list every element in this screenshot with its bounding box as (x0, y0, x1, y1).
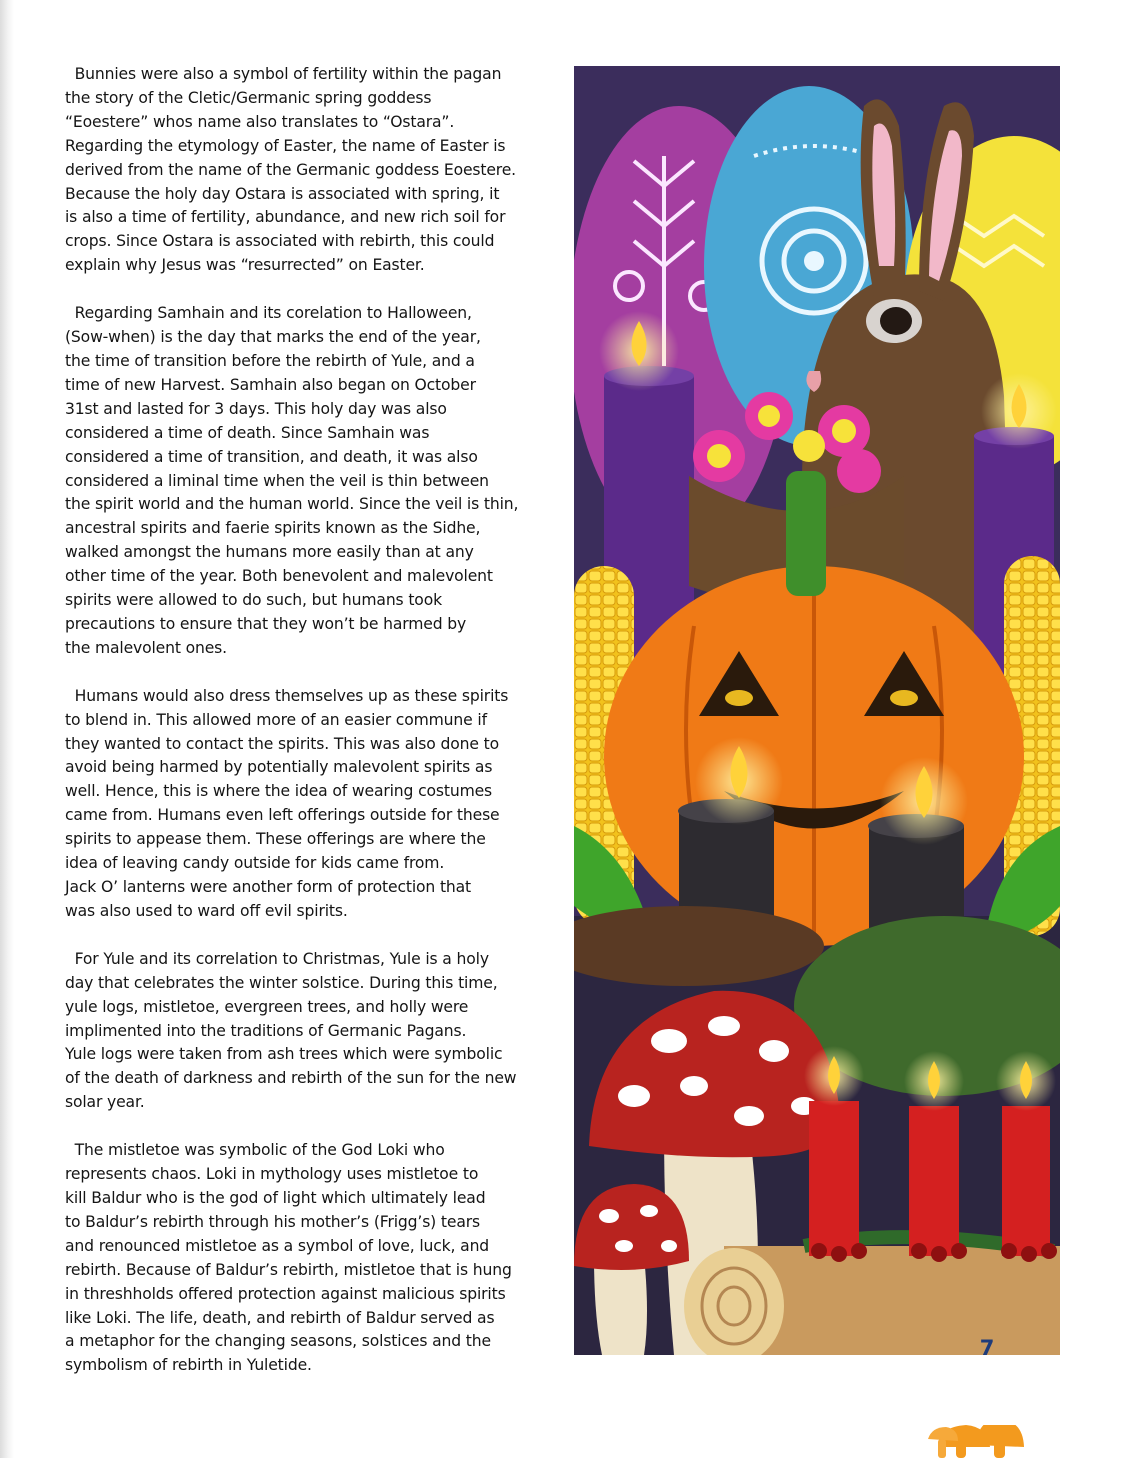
text-line: kill Baldur who is the god of light which ultimately lead (65, 1188, 486, 1207)
text-line: of the death of darkness and rebirth of the sun for the new (65, 1069, 517, 1088)
text-line: like Loki. The life, death, and rebirth of Baldur served as (65, 1308, 495, 1327)
text-line: Jack O’ lanterns were another form of protection that (65, 878, 472, 896)
text-line: walked amongst the humans more easily than at any (65, 543, 474, 562)
article-paragraph (65, 1139, 557, 1378)
article-paragraph (65, 685, 557, 924)
text-line: the story of the Cletic/Germanic spring goddess (65, 88, 432, 107)
article-paragraph (65, 63, 557, 278)
text-line: Regarding Samhain and its corelation to Halloween, (65, 304, 472, 323)
text-line: rebirth. Because of Baldur’s rebirth, mistletoe that is hung (65, 1260, 512, 1279)
text-line: day that celebrates the winter solstice. During this time, (65, 973, 498, 992)
text-line: Humans would also dress themselves up as these spirits (65, 686, 509, 705)
text-line: considered a time of death. Since Samhain was (65, 423, 430, 442)
text-line: other time of the year. Both benevolent and malevolent (65, 567, 493, 586)
text-line: symbolism of rebirth in Yuletide. (65, 1356, 312, 1375)
text-line: considered a time of transition, and death, it was also (65, 447, 478, 466)
page-edge-shadow (0, 0, 14, 1458)
text-line: Because the holy day Ostara is associated with spring, it (65, 184, 500, 203)
text-line: (Sow-when) is the day that marks the end of the year, (65, 328, 481, 347)
text-line: idea of leaving candy outside for kids came from. (65, 854, 445, 873)
text-line: For Yule and its correlation to Christmas, Yule is a holy (65, 949, 489, 968)
seasonal-holidays-illustration (574, 66, 1060, 1355)
text-line: the spirit world and the human world. Since the veil is thin, (65, 495, 519, 514)
text-line: a metaphor for the changing seasons, solstices and the (65, 1332, 491, 1351)
text-line: yule logs, mistletoe, evergreen trees, and holly were (65, 997, 469, 1016)
text-line: Yule logs were taken from ash trees which were symbolic (65, 1045, 503, 1064)
text-line: precautions to ensure that they won’t be harmed by (65, 614, 467, 633)
article-paragraph (65, 948, 557, 1115)
article-paragraph (65, 302, 557, 661)
text-line: to Baldur’s rebirth through his mother’s (Frigg’s) tears (65, 1212, 480, 1231)
mushroom-page-badge (928, 1425, 1028, 1458)
text-line: is also a time of fertility, abundance, and new rich soil for (65, 208, 506, 227)
page-number: 7 (979, 1336, 995, 1360)
text-line: in threshholds offered protection against malicious spirits (65, 1284, 506, 1303)
text-line: The mistletoe was symbolic of the God Loki who (65, 1141, 445, 1160)
text-line: 31st and lasted for 3 days. This holy day was also (65, 399, 447, 418)
text-line: Regarding the etymology of Easter, the name of Easter is (65, 136, 506, 155)
text-line: “Eoestere” whos name also translates to “Ostara”. (65, 112, 455, 131)
text-line: the time of transition before the rebirth of Yule, and a (65, 351, 475, 370)
text-line: Bunnies were also a symbol of fertility within the pagan (65, 65, 502, 83)
article-text (65, 63, 557, 1402)
text-line: spirits were allowed to do such, but humans took (65, 591, 442, 610)
text-line: came from. Humans even left offerings outside for these (65, 806, 500, 825)
text-line: represents chaos. Loki in mythology uses mistletoe to (65, 1165, 479, 1184)
red-candles (804, 1046, 1057, 1262)
text-line: well. Hence, this is where the idea of wearing costumes (65, 782, 493, 801)
text-line: the malevolent ones. (65, 638, 227, 657)
text-line: ancestral spirits and faerie spirits known as the Sidhe, (65, 519, 481, 538)
text-line: implimented into the traditions of Germanic Pagans. (65, 1021, 467, 1040)
text-line: crops. Since Ostara is associated with rebirth, this could (65, 232, 495, 251)
text-line: was also used to ward off evil spirits. (65, 901, 348, 920)
text-line: derived from the name of the Germanic goddess Eoestere. (65, 160, 516, 179)
text-line: to blend in. This allowed more of an easier commune if (65, 710, 487, 729)
text-line: explain why Jesus was “resurrected” on Easter. (65, 256, 425, 275)
text-line: solar year. (65, 1093, 145, 1112)
text-line: they wanted to contact the spirits. This was also done to (65, 734, 499, 753)
text-line: spirits to appease them. These offerings are where the (65, 830, 486, 849)
text-line: and renounced mistletoe as a symbol of love, luck, and (65, 1236, 490, 1255)
text-line: time of new Harvest. Samhain also began on October (65, 375, 476, 394)
illustration-panel (574, 66, 1060, 1355)
text-line: considered a liminal time when the veil is thin between (65, 471, 489, 490)
text-line: avoid being harmed by potentially malevolent spirits as (65, 758, 493, 777)
